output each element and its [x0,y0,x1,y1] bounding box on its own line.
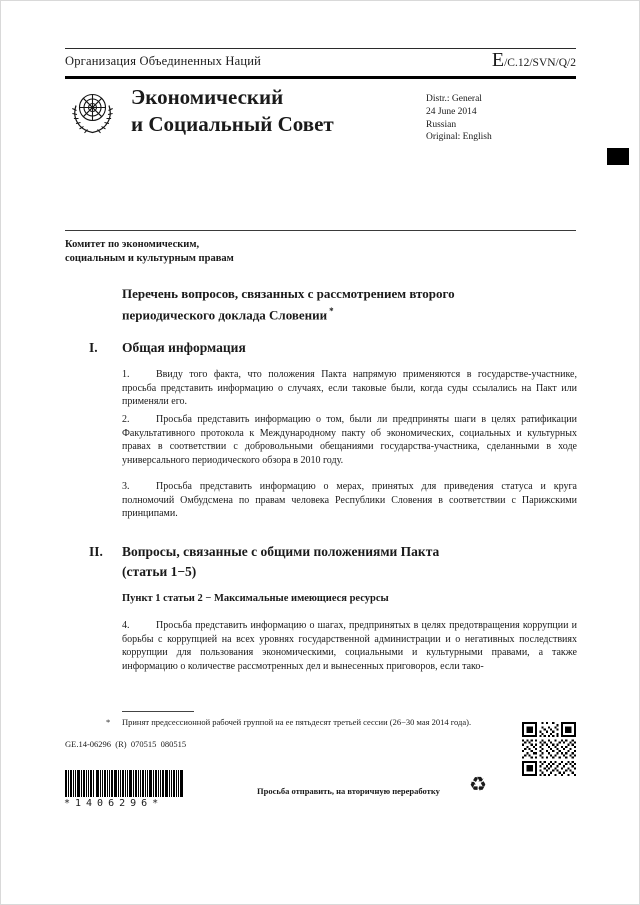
paragraph-2 [122,413,577,467]
qr-code-icon [522,722,576,776]
council-title-line2: и Социальный Совет [131,112,334,136]
ge-number: GE.14-06296 (R) 070515 080515 [65,739,187,749]
paragraph-3-number: 3. [122,481,130,492]
doc-symbol [492,48,576,72]
footnote-separator [122,711,194,712]
footnote-marker: * [106,717,111,727]
doc-symbol-rest: /C.12/SVN/Q/2 [504,57,576,69]
paragraph-3-text: Просьба представить информацию о мерах, принятых для приведения статуса и круга полномочий Омбудсмена по правам человека Республики Словения в соответствии с Парижскими принципами. [122,481,577,519]
paragraph-3 [122,480,577,521]
original-line: Original: English [426,132,492,143]
paragraph-1-text: Ввиду того факта, что положения Пакта напрямую применяются в государстве-участнике, просьба представить информацию о случаях, если таковые были, когда суды ссылались на Пакт или применяли его. [122,369,577,407]
recycle-icon: ♻ [469,774,487,796]
doc-symbol-letter: E [491,49,505,71]
distr-line: Distr.: General [426,94,482,104]
header-rule-thick [65,76,576,79]
language-line: Russian [426,119,457,130]
black-square-marker [607,148,629,165]
distribution-block [426,93,492,144]
barcode-text: *1406296* [64,798,164,809]
date-line: 24 June 2014 [426,106,477,117]
section-2-title: Вопросы, связанные с общими положениями Пакта (статьи 1−5) [122,544,440,579]
paragraph-1 [122,368,577,409]
council-title-line1: Экономический [131,85,284,109]
council-title [131,84,334,138]
section-1-heading [89,340,246,356]
section-2-number: II. [89,544,103,559]
committee-name-line1: Комитет по экономическим, [65,239,200,250]
paragraph-4 [122,619,577,673]
document-title [122,286,462,323]
section-1-number: I. [89,340,98,355]
un-emblem-icon [64,84,121,141]
org-name: Организация Объединенных Наций [65,54,262,68]
footnote-reference: * [329,305,334,316]
paragraph-4-text: Просьба представить информацию о шагах, предпринятых в целях предотвращения коррупции и борьбы с коррупцией на всех уровнях государственной администрации и о негативных последствиях коррупции для пользования экономическими, социальными и культурными правами, а также информацию о количестве рассмотренных дел и вынесенных приговоров, если тако- [122,620,577,672]
committee-name [65,238,234,265]
paragraph-2-number: 2. [122,414,130,425]
footnote [106,717,502,728]
committee-rule [65,230,576,231]
committee-name-line2: социальным и культурным правам [65,252,234,264]
section-2-subheading: Пункт 1 статьи 2 − Максимальные имеющиеся ресурсы [122,593,389,604]
paragraph-1-number: 1. [122,369,130,380]
recycle-notice: Просьба отправить, на вторичную переработку [257,786,440,796]
footnote-text: Принят предсессионной рабочей группой на ее пятьдесят третьей сессии (26−30 мая 2014 года). [122,717,472,727]
section-2-heading [89,542,452,582]
barcode-icon [65,770,183,797]
paragraph-2-text: Просьба представить информацию о том, были ли предприняты шаги в целях ратификации Факультативного протокола к Международному пакту об экономических, социальных и культурных правах в соответствии с добровольными обещаниями государства-участника, сделанными в ходе универсального периодического обзора в 2010 году. [122,414,577,466]
paragraph-4-number: 4. [122,620,130,631]
section-1-title: Общая информация [122,340,246,355]
document-title-text: Перечень вопросов, связанных с рассмотрением второго периодического доклада Словении [122,286,455,322]
